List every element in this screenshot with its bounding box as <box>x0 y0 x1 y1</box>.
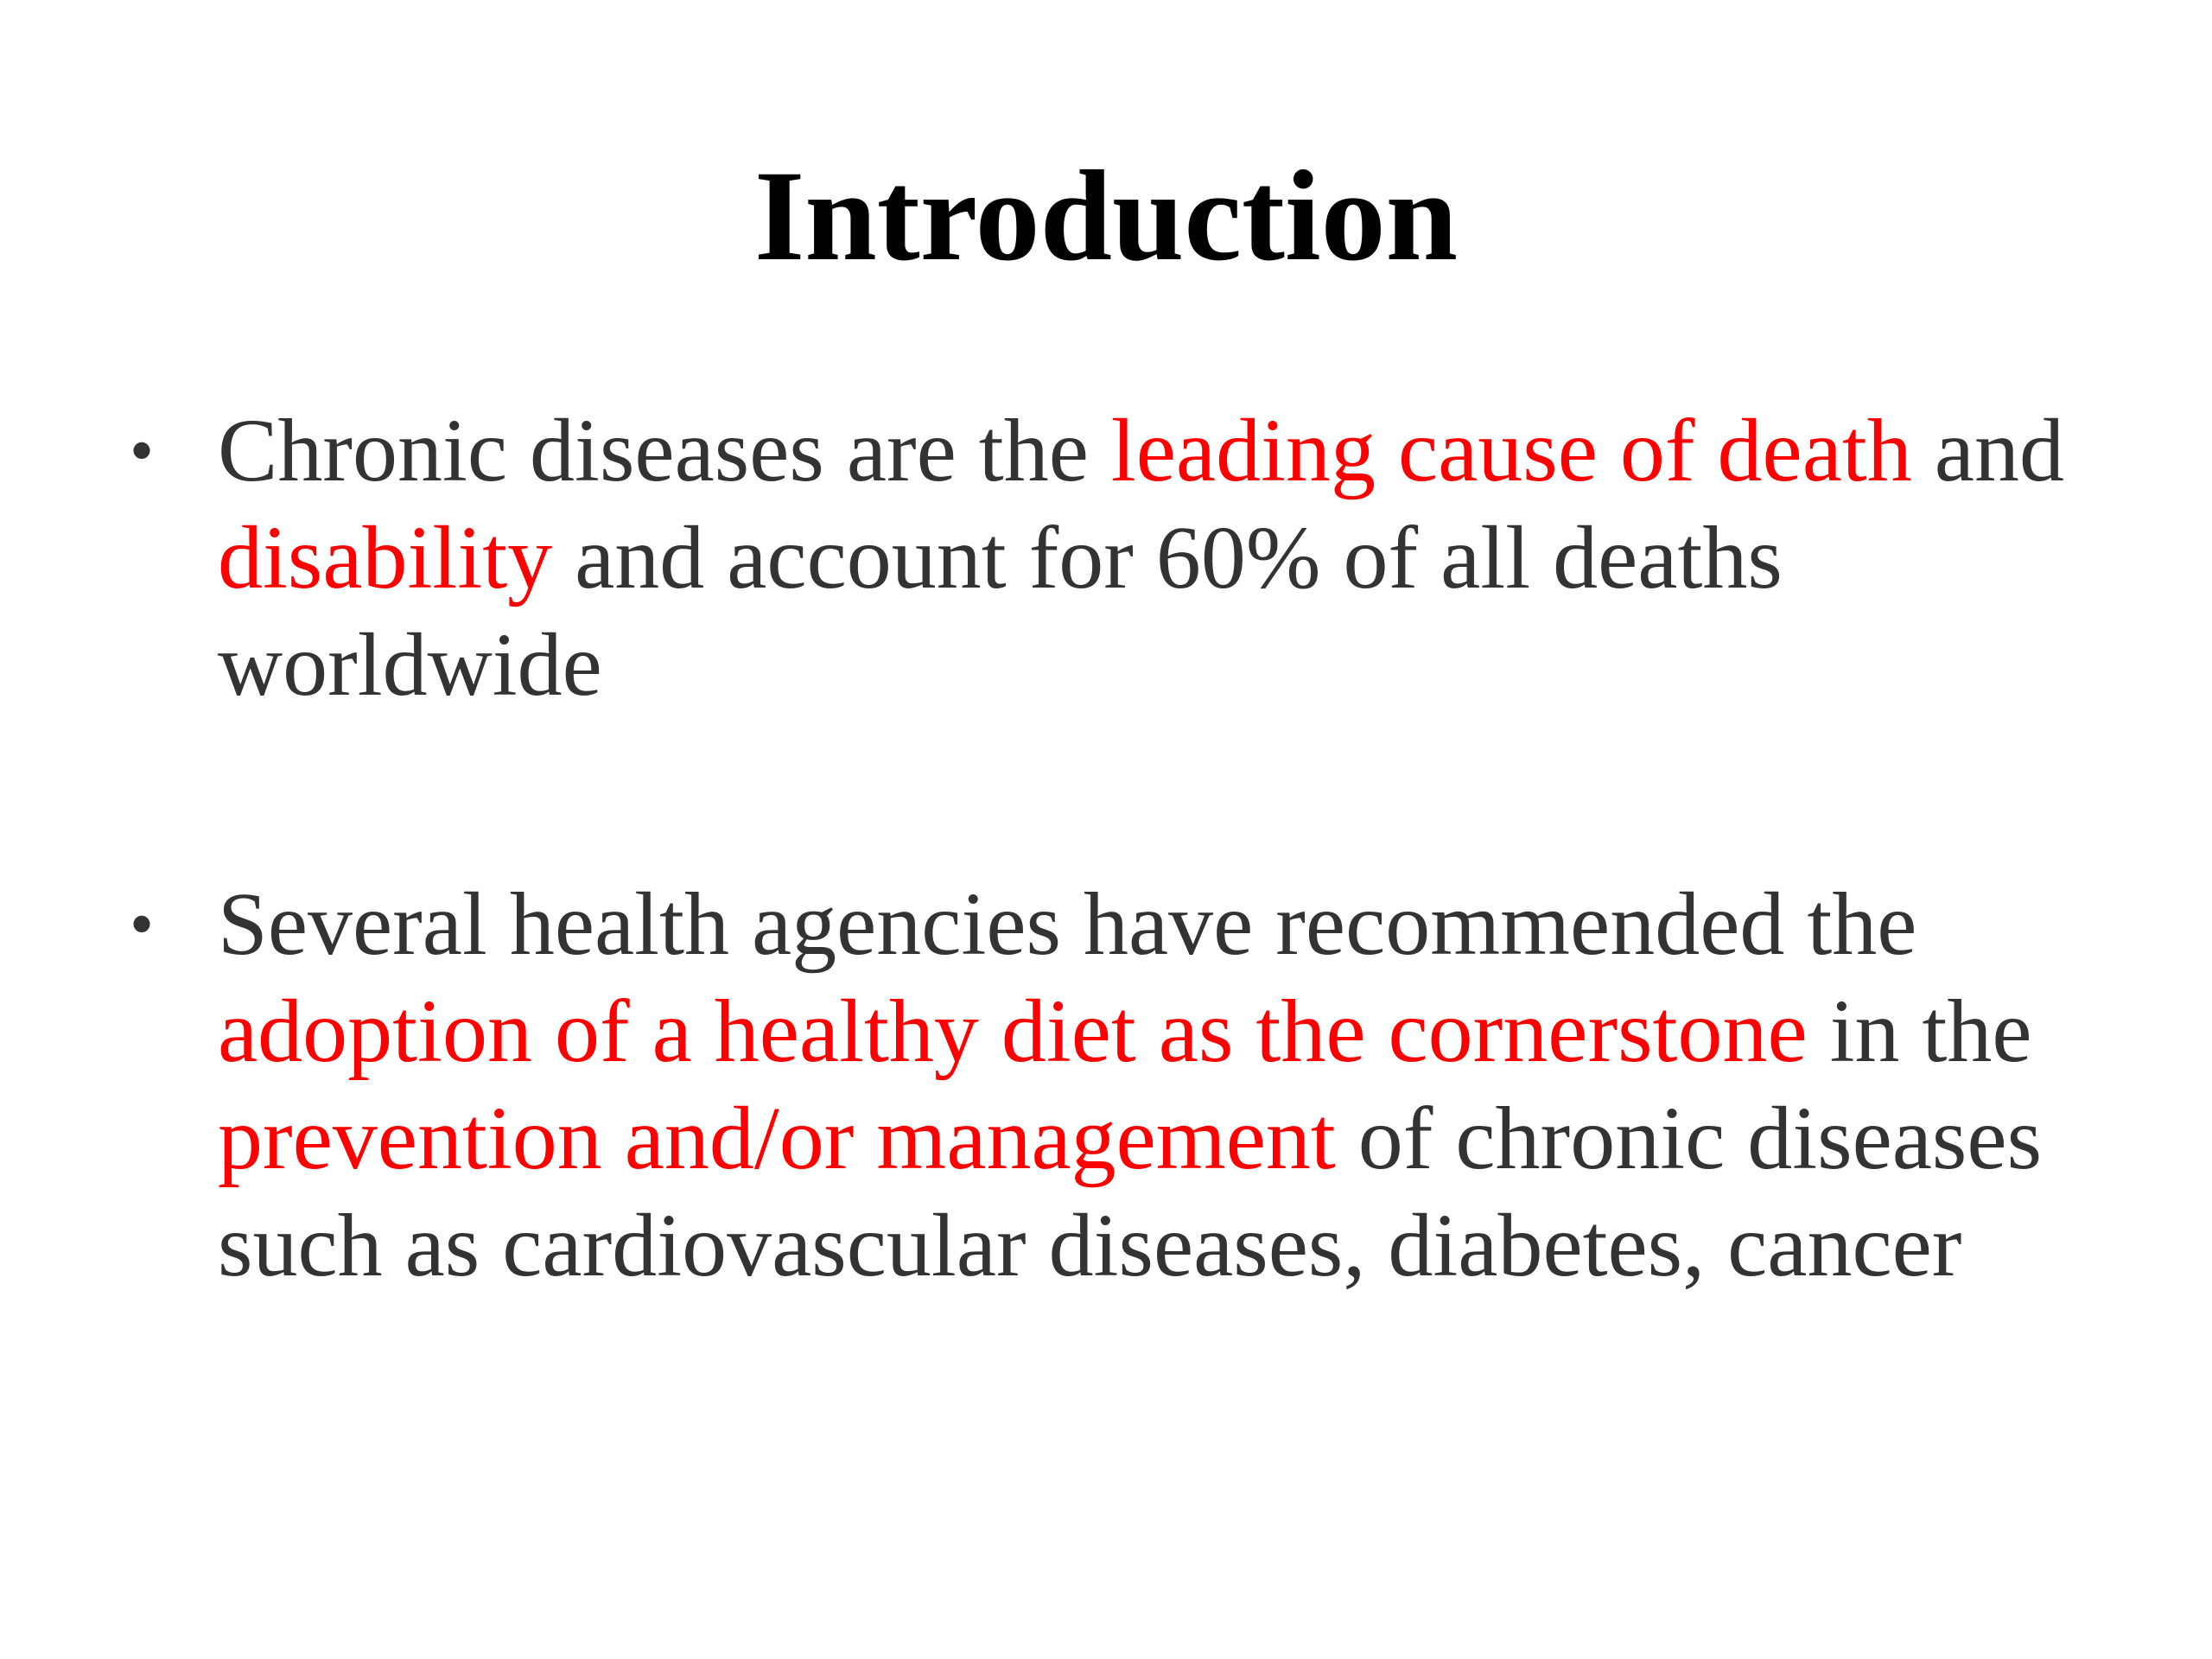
text-segment: of chronic diseases such as cardiovascular diseases, diabetes, cancer <box>218 1089 2043 1295</box>
bullet-dot-icon: • <box>130 413 155 489</box>
slide-title: Introduction <box>753 144 1459 288</box>
bullet-item <box>130 397 2117 719</box>
text-segment: and <box>1911 401 2064 500</box>
bullet-list <box>130 397 2117 1300</box>
bullet-text <box>218 401 2064 715</box>
highlighted-text: leading cause of death <box>1110 401 1912 500</box>
bullet-item <box>130 871 2117 1300</box>
highlighted-text: prevention and/or management <box>218 1089 1336 1188</box>
text-segment: and account for 60% of all deaths worldwide <box>218 508 1783 715</box>
bullet-dot-icon: • <box>130 887 155 963</box>
bullet-text <box>218 874 2042 1295</box>
highlighted-text: adoption of a healthy diet as the cornerstone <box>218 982 1808 1081</box>
text-segment: Several health agencies have recommended the <box>218 874 1917 974</box>
text-segment: Chronic diseases are the <box>218 401 1111 500</box>
text-segment: in the <box>1807 982 2032 1081</box>
highlighted-text: disability <box>218 508 553 607</box>
